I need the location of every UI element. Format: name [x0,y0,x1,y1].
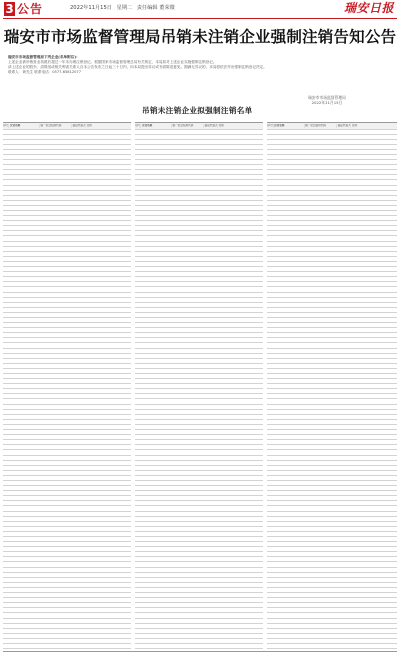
table-header-cell: 统一社会信用代码 [305,124,338,128]
table-header-cell: 法定代表人 [72,123,86,127]
signature-org: 瑞安市市场监督管理局 [308,95,346,100]
table-header-cell: 住所 [86,123,92,127]
list-title: 吊销未注销企业拟强制注销名单 [142,106,253,115]
table-header-cell: 序号 [3,123,9,127]
paper-logo: 瑞安日报 [343,1,394,15]
page-bottom-rule [3,651,397,652]
table-header-cell: 统一社会信用代码 [172,124,204,128]
notice-paragraph-2: 请上述企业的股东、清算组或相关利害关系人自本公告发布之日起三十日内，向本局提出异议或书面陈述意见。期满无异议的，本局将依法作出强制注销登记决定。 [8,65,267,69]
table-header-cell: 企业名称 [141,124,172,128]
table-column-2 [135,122,263,649]
notice-paragraph-1: 上述企业被吊销营业执照后超过一年未办理注销登记。根据国家市场监督管理总局有关规定，本局拟对上述企业实施强制注销登记。 [8,60,217,64]
masthead [0,0,400,19]
signature-date: 2022年11月15日 [311,100,343,105]
table-header-cell: 法定代表人 [204,123,218,127]
table-header-cell: 序号 [267,123,273,127]
page-headline: 瑞安市市场监督管理局吊销未注销企业强制注销告知公告 [3,28,397,46]
notice-signature [282,95,372,105]
dateline [70,5,178,12]
table-header-cell: 序号 [135,123,141,127]
table-header-cell: 住所 [351,123,358,127]
table-column-1 [3,122,131,649]
table-header-cell: 企业名称 [274,124,305,128]
page-editor: 责任编辑 董荣微 [136,5,175,11]
table-column-3 [267,122,397,649]
notice-addressee: 瑞安市市场监督管理局下列企业(名单附后)： [8,55,80,59]
notice-intro [8,55,393,75]
section-name: 公告 [17,2,44,16]
issue-weekday: 星期二 [116,5,133,11]
table-header-cell: 统一社会信用代码 [40,124,72,128]
table-header-cell: 住所 [218,123,224,127]
notice-contact: 联系人：黄先生 联系电话：0577-65812077 [8,70,82,74]
page-number: 3 [5,2,14,16]
issue-date: 2022年11月15日 [70,5,112,11]
masthead-rule [3,18,397,19]
table-header-cell: 企业名称 [9,124,40,128]
table-header-cell: 法定代表人 [337,123,351,127]
